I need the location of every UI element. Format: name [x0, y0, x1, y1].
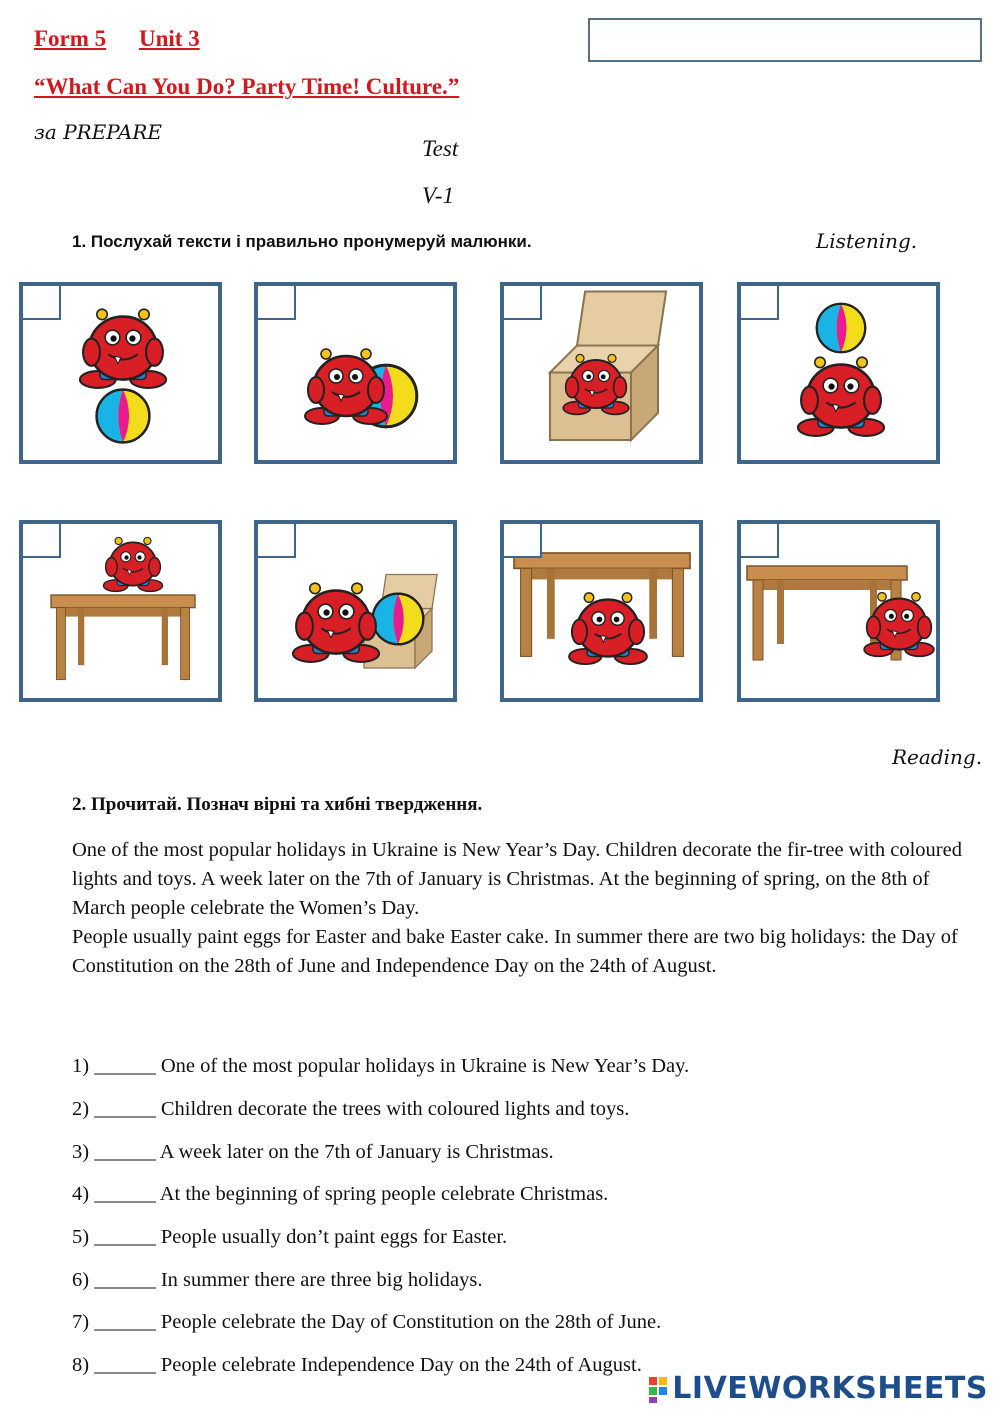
worksheet-title: “What Can You Do? Party Time! Culture.”	[34, 74, 460, 99]
statement-4[interactable]: 4) ______ At the beginning of spring people celebrate Christmas.	[72, 1183, 609, 1205]
picture-monster-next-to-ball	[254, 282, 457, 464]
picture-monster-on-ball	[19, 282, 222, 464]
passage-paragraph: One of the most popular holidays in Ukraine is New Year’s Day. Children decorate the fir-tree with coloured lights and toys. A week later on the 7th of January is Christmas. At the beginning of spring, on the 8th of March people celebrate the Women’s Day.	[72, 839, 962, 919]
passage-paragraph: People usually paint eggs for Easter and bake Easter cake. In summer there are two big holidays: the Day of Constitution on the 28th of June and Independence Day on the 24th of August.	[72, 926, 958, 977]
task2-instruction: 2. Прочитай. Познач вірні та хибні твердження.	[72, 794, 483, 815]
listening-label: Listening.	[816, 229, 918, 253]
variant-label: V-1	[422, 183, 454, 208]
liveworksheets-watermark	[648, 1371, 988, 1406]
picture-number-box-5[interactable]	[23, 524, 61, 558]
picture-number-box-3[interactable]	[504, 286, 542, 320]
unit-label: Unit 3	[139, 26, 200, 51]
name-input-box[interactable]	[588, 18, 982, 62]
picture-monster-on-table	[19, 520, 222, 702]
statement-3[interactable]: 3) ______ A week later on the 7th of January is Christmas.	[72, 1141, 554, 1163]
picture-number-box-7[interactable]	[504, 524, 542, 558]
picture-monster-under-table	[500, 520, 703, 702]
picture-monster-in-box	[500, 282, 703, 464]
statement-8[interactable]: 8) ______ People celebrate Independence Day on the 24th of August.	[72, 1354, 642, 1376]
statement-1[interactable]: 1) ______ One of the most popular holidays in Ukraine is New Year’s Day.	[72, 1055, 690, 1077]
prepare-label: за PREPARE	[34, 120, 163, 144]
picture-number-box-1[interactable]	[23, 286, 61, 320]
picture-monster-next-to-box	[254, 520, 457, 702]
picture-monster-next-to-table	[737, 520, 940, 702]
picture-number-box-6[interactable]	[258, 524, 296, 558]
statement-7[interactable]: 7) ______ People celebrate the Day of Constitution on the 28th of June.	[72, 1311, 662, 1333]
statement-2[interactable]: 2) ______ Children decorate the trees with coloured lights and toys.	[72, 1098, 630, 1120]
form-label: Form 5	[34, 26, 107, 51]
liveworksheets-logo-icon	[648, 1376, 670, 1404]
watermark-text: LIVEWORKSHEETS	[672, 1371, 988, 1406]
statement-5[interactable]: 5) ______ People usually don’t paint eggs for Easter.	[72, 1226, 508, 1248]
picture-ball-on-monster	[737, 282, 940, 464]
picture-number-box-2[interactable]	[258, 286, 296, 320]
reading-passage	[72, 836, 982, 981]
statement-6[interactable]: 6) ______ In summer there are three big holidays.	[72, 1269, 483, 1291]
picture-number-box-4[interactable]	[741, 286, 779, 320]
reading-label: Reading.	[892, 745, 983, 769]
picture-number-box-8[interactable]	[741, 524, 779, 558]
task1-instruction: 1. Послухай тексти і правильно пронумеруй малюнки.	[72, 232, 532, 251]
test-label: Test	[422, 136, 459, 161]
